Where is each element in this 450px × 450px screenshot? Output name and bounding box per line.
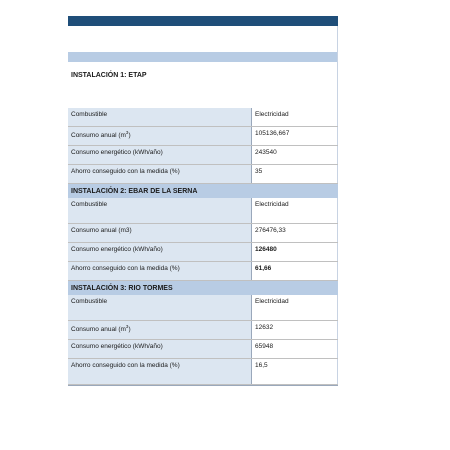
row-value: 65948 bbox=[252, 340, 338, 358]
row-label: Ahorro conseguido con la medida (%) bbox=[68, 165, 252, 183]
row-label: Consumo energético (kWh/año) bbox=[68, 340, 252, 358]
row-label: Combustible bbox=[68, 295, 252, 320]
table-row bbox=[68, 224, 338, 243]
table-row bbox=[68, 321, 338, 340]
table-row bbox=[68, 262, 338, 281]
table-row bbox=[68, 127, 338, 146]
row-value: Electricidad bbox=[252, 295, 338, 320]
row-label: Combustible bbox=[68, 198, 252, 223]
table-row bbox=[68, 340, 338, 359]
row-value: 126480 bbox=[252, 243, 338, 261]
row-label: Combustible bbox=[68, 108, 252, 126]
table-row bbox=[68, 165, 338, 184]
row-value: 243540 bbox=[252, 146, 338, 164]
table-row bbox=[68, 108, 338, 127]
table-row bbox=[68, 243, 338, 262]
table-row bbox=[68, 146, 338, 165]
section-title-ebar: INSTALACIÓN 2: EBAR DE LA SERNA bbox=[68, 184, 338, 198]
blank-row bbox=[68, 88, 338, 108]
row-value: Electricidad bbox=[252, 198, 338, 223]
header-bar bbox=[68, 16, 338, 26]
section-title-etap: INSTALACIÓN 1: ETAP bbox=[68, 62, 338, 88]
spreadsheet bbox=[68, 16, 338, 386]
row-label: Ahorro conseguido con la medida (%) bbox=[68, 359, 252, 384]
row-value: 61,66 bbox=[252, 262, 338, 280]
row-label: Consumo anual $(m^3)$ bbox=[68, 321, 252, 339]
row-label: Consumo energético (kWh/año) bbox=[68, 243, 252, 261]
row-value: 16,5 bbox=[252, 359, 338, 384]
row-value: 35 bbox=[252, 165, 338, 183]
row-label: Consumo anual $(m^3)$ bbox=[68, 127, 252, 145]
row-value: Electricidad bbox=[252, 108, 338, 126]
blank-row bbox=[68, 26, 338, 52]
row-value: 12632 bbox=[252, 321, 338, 339]
table-row bbox=[68, 295, 338, 321]
row-label: Ahorro conseguido con la medida (%) bbox=[68, 262, 252, 280]
row-label: Consumo energético (kWh/año) bbox=[68, 146, 252, 164]
separator-bar bbox=[68, 52, 338, 62]
table-row bbox=[68, 359, 338, 385]
row-label: Consumo anual (m3) bbox=[68, 224, 252, 242]
row-value: 105136,667 bbox=[252, 127, 338, 145]
table-row bbox=[68, 198, 338, 224]
section-title-rio-tormes: INSTALACIÓN 3: RIO TORMES bbox=[68, 281, 338, 295]
row-value: 276476,33 bbox=[252, 224, 338, 242]
table-bottom-border bbox=[68, 385, 338, 386]
